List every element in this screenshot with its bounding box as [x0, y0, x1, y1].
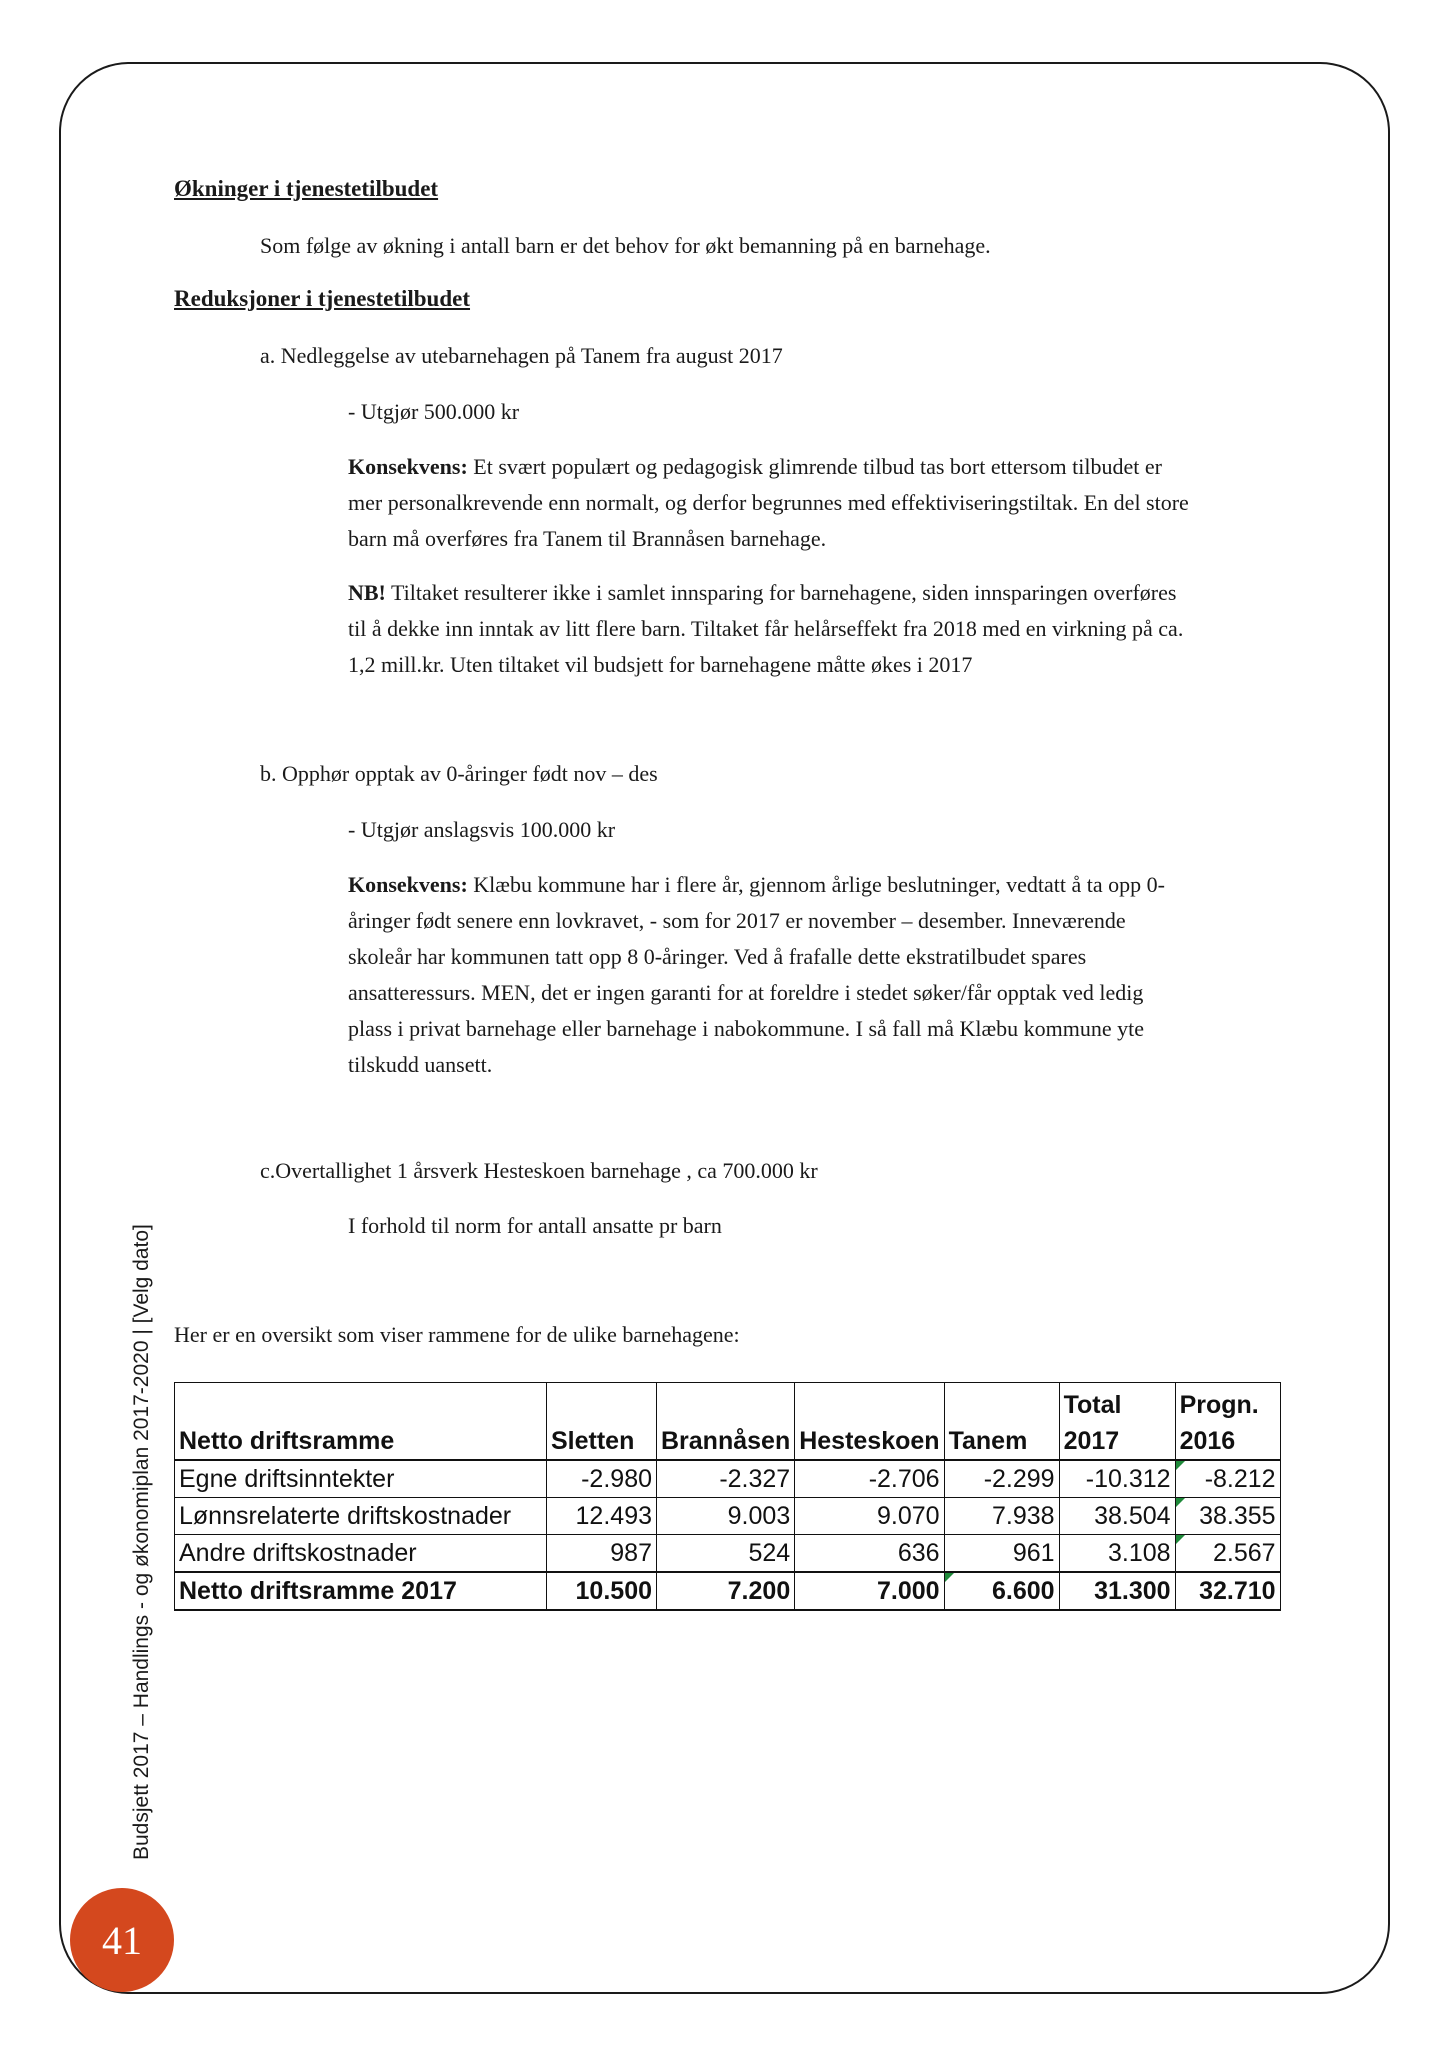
item-a-nb [348, 575, 1293, 683]
cell: 32.710 [1175, 1572, 1280, 1610]
consequence-text: Et svært populært og pedagogisk glimrende tilbud tas bort ettersom tilbudet er [467, 454, 1162, 479]
cell: 12.493 [547, 1498, 657, 1535]
nb-text: 1,2 mill.kr. Uten tiltaket vil budsjett for barnehagene måtte økes i 2017 [348, 652, 973, 677]
item-b-title: b. Opphør opptak av 0-åringer født nov – des [260, 761, 658, 786]
consequence-text: åringer født senere enn lovkravet, - som for 2017 er november – desember. Inneværende [348, 908, 1126, 933]
cell: 7.938 [944, 1498, 1059, 1535]
header-hesteskoen: Hesteskoen [795, 1383, 944, 1461]
cell: 636 [795, 1535, 944, 1573]
header-tanem: Tanem [944, 1383, 1059, 1461]
nb-label: NB! [348, 580, 386, 605]
item-c-note: I forhold til norm for antall ansatte pr barn [348, 1213, 722, 1238]
cell: 7.200 [657, 1572, 795, 1610]
cell: 9.003 [657, 1498, 795, 1535]
cell-marker-icon [1176, 1498, 1185, 1507]
row-label: Netto driftsramme 2017 [175, 1572, 547, 1610]
increases-text: Som følge av økning i antall barn er det behov for økt bemanning på en barnehage. [260, 233, 991, 258]
consequence-text: tilskudd uansett. [348, 1052, 493, 1077]
header-brannasen: Brannåsen [657, 1383, 795, 1461]
consequence-label: Konsekvens: [348, 872, 468, 897]
consequence-text: mer personalkrevende enn normalt, og derfor begrunnes med effektiviseringstiltak. En del store [348, 490, 1189, 515]
sidebar-footer-text: Budsjett 2017 – Handlings - og økonomiplan 2017-2020 | [Velg dato] [130, 1224, 153, 1860]
cell: 524 [657, 1535, 795, 1573]
header-sletten: Sletten [547, 1383, 657, 1461]
consequence-text: barn må overføres fra Tanem til Brannåsen barnehage. [348, 526, 827, 551]
table-row-total [175, 1572, 1281, 1610]
cell-marker-icon [1176, 1535, 1185, 1544]
consequence-text: skoleår har kommunen tatt opp 8 0-åringer. Ved å frafalle dette ekstratilbudet spares [348, 944, 1087, 969]
nb-text: til å dekke inn inntak av litt flere barn. Tiltaket får helårseffekt fra 2018 med en virkning på ca. [348, 616, 1184, 641]
table-row [175, 1460, 1281, 1498]
budget-table [174, 1382, 1281, 1611]
item-b-consequence [348, 867, 1293, 1083]
cell: 6.600 [944, 1572, 1059, 1610]
item-b-cost: - Utgjør anslagsvis 100.000 kr [348, 817, 616, 842]
cell: 961 [944, 1535, 1059, 1573]
consequence-text: ansatteressurs. MEN, det er ingen garanti for at foreldre i stedet søker/får opptak ved ledig [348, 980, 1144, 1005]
page-number-badge: 41 [70, 1888, 174, 1992]
cell: 38.355 [1175, 1498, 1280, 1535]
cell: -8.212 [1175, 1460, 1280, 1498]
item-a-consequence [348, 449, 1293, 557]
consequence-text: plass i privat barnehage eller barnehage i nabokommune. I så fall må Klæbu kommune yte [348, 1016, 1145, 1041]
row-label: Egne driftsinntekter [175, 1460, 547, 1498]
item-a-cost: - Utgjør 500.000 kr [348, 399, 520, 424]
row-label: Lønnsrelaterte driftskostnader [175, 1498, 547, 1535]
nb-text: Tiltaket resulterer ikke i samlet innsparing for barnehagene, siden innsparingen overføres [385, 580, 1177, 605]
cell: -10.312 [1059, 1460, 1175, 1498]
item-a-title: a. Nedleggelse av utebarnehagen på Tanem fra august 2017 [260, 343, 783, 368]
cell: 9.070 [795, 1498, 944, 1535]
cell: 38.504 [1059, 1498, 1175, 1535]
cell: 987 [547, 1535, 657, 1573]
heading-reductions: Reduksjoner i tjenestetilbudet [174, 286, 471, 311]
cell: -2.299 [944, 1460, 1059, 1498]
cell: 2.567 [1175, 1535, 1280, 1573]
consequence-text: Klæbu kommune har i flere år, gjennom årlige beslutninger, vedtatt å ta opp 0- [467, 872, 1165, 897]
header-total-2017: Total 2017 [1059, 1383, 1175, 1461]
cell-marker-icon [1176, 1461, 1185, 1470]
header-label: Netto driftsramme [175, 1383, 547, 1461]
overview-text: Her er en oversikt som viser rammene for de ulike barnehagene: [174, 1322, 740, 1347]
table-row [175, 1535, 1281, 1573]
cell: 31.300 [1059, 1572, 1175, 1610]
cell: -2.327 [657, 1460, 795, 1498]
row-label: Andre driftskostnader [175, 1535, 547, 1573]
item-c-title: c.Overtallighet 1 årsverk Hesteskoen barnehage , ca 700.000 kr [260, 1158, 818, 1183]
header-progn-2016: Progn. 2016 [1175, 1383, 1280, 1461]
consequence-label: Konsekvens: [348, 454, 468, 479]
table-row [175, 1498, 1281, 1535]
cell: 10.500 [547, 1572, 657, 1610]
cell: 3.108 [1059, 1535, 1175, 1573]
heading-increases: Økninger i tjenestetilbudet [174, 176, 439, 201]
cell-marker-icon [945, 1573, 954, 1582]
cell: -2.706 [795, 1460, 944, 1498]
cell: -2.980 [547, 1460, 657, 1498]
cell: 7.000 [795, 1572, 944, 1610]
table-header-row [175, 1383, 1281, 1461]
